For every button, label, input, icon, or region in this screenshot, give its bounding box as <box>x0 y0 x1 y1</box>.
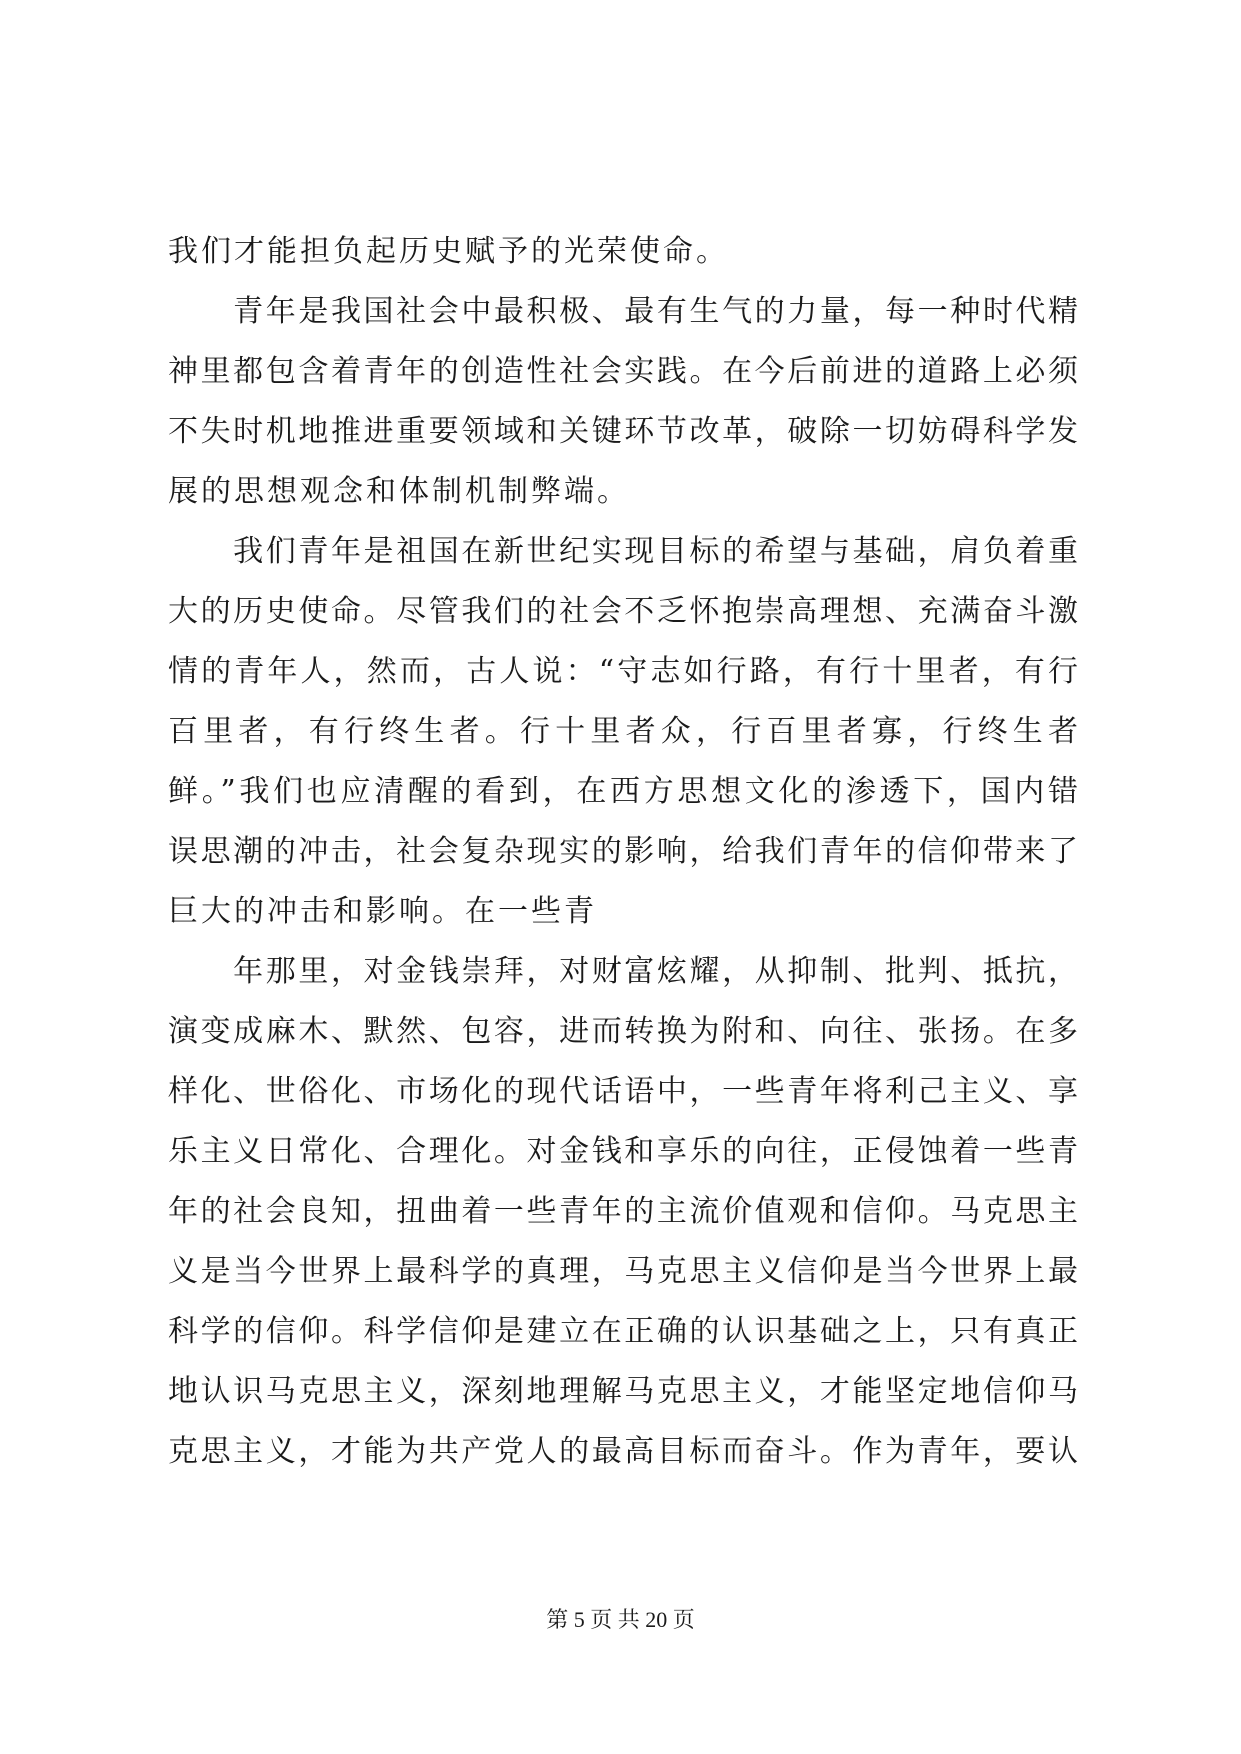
text-line: 地认识马克思主义，深刻地理解马克思主义，才能坚定地信仰马 <box>168 1374 1078 1409</box>
text-line: 演变成麻木、默然、包容，进而转换为附和、向往、张扬。在多 <box>168 1014 1078 1049</box>
text-line: 大的历史使命。尽管我们的社会不乏怀抱崇高理想、充满奋斗激 <box>168 594 1078 629</box>
text-line: 义是当今世界上最科学的真理，马克思主义信仰是当今世界上最 <box>168 1254 1078 1289</box>
document-body <box>168 222 1078 1482</box>
text-line: 我们才能担负起历史赋予的光荣使命。 <box>168 234 729 269</box>
text-line: 神里都包含着青年的创造性社会实践。在今后前进的道路上必须 <box>168 354 1078 389</box>
text-line: 年的社会良知，扭曲着一些青年的主流价值观和信仰。马克思主 <box>168 1194 1078 1229</box>
text-line: 克思主义，才能为共产党人的最高目标而奋斗。作为青年，要认 <box>168 1434 1078 1469</box>
text-line: 科学的信仰。科学信仰是建立在正确的认识基础之上，只有真正 <box>168 1314 1078 1349</box>
page-number-label: 第 5 页 共 20 页 <box>546 1607 695 1632</box>
page-footer <box>0 1606 1241 1634</box>
text-line: 青年是我国社会中最积极、最有生气的力量，每一种时代精 <box>168 294 1078 329</box>
text-line: 百里者，有行终生者。行十里者众，行百里者寡，行终生者 <box>168 714 1078 749</box>
text-line: 年那里，对金钱崇拜，对财富炫耀，从抑制、批判、抵抗， <box>168 954 1078 989</box>
text-line: 巨大的冲击和影响。在一些青 <box>168 894 597 929</box>
text-line: 误思潮的冲击，社会复杂现实的影响，给我们青年的信仰带来了 <box>168 834 1078 869</box>
text-line: 乐主义日常化、合理化。对金钱和享乐的向往，正侵蚀着一些青 <box>168 1134 1078 1169</box>
text-line: 情的青年人，然而，古人说：“守志如行路，有行十里者，有行 <box>168 654 1078 689</box>
text-line: 鲜。”我们也应清醒的看到，在西方思想文化的渗透下，国内错 <box>168 774 1078 809</box>
text-line: 不失时机地推进重要领域和关键环节改革，破除一切妨碍科学发 <box>168 414 1078 449</box>
text-line: 展的思想观念和体制机制弊端。 <box>168 474 630 509</box>
text-line: 我们青年是祖国在新世纪实现目标的希望与基础，肩负着重 <box>168 534 1078 569</box>
text-line: 样化、世俗化、市场化的现代话语中，一些青年将利己主义、享 <box>168 1074 1078 1109</box>
